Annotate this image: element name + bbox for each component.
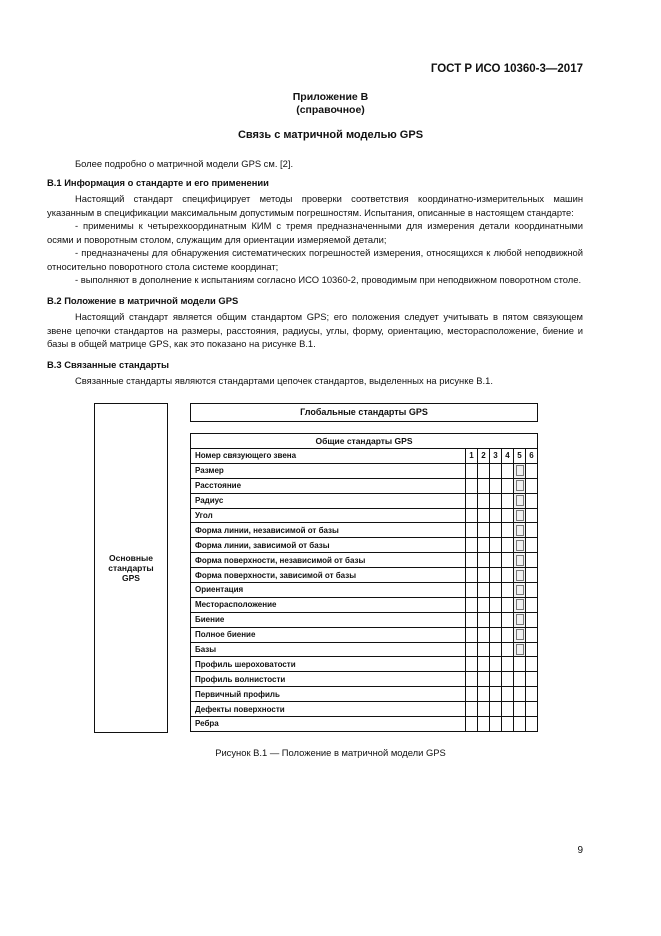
matrix-cell	[466, 478, 478, 493]
matrix-cell	[466, 612, 478, 627]
matrix-row	[191, 612, 537, 627]
link-number: 4	[502, 449, 514, 463]
highlighted-matrix-cell	[514, 642, 526, 657]
chain-label: Ориентация	[191, 583, 466, 598]
link-number: 1	[466, 449, 478, 463]
matrix-row	[191, 642, 537, 657]
matrix-cell	[478, 508, 490, 523]
link-number-header: Номер связующего звена	[191, 449, 466, 463]
matrix-cell	[502, 553, 514, 568]
highlighted-matrix-cell	[514, 538, 526, 553]
matrix-cell	[478, 553, 490, 568]
matrix-row	[191, 568, 537, 583]
matrix-cell	[502, 702, 514, 717]
matrix-cell	[490, 478, 502, 493]
annex-type: (справочное)	[296, 104, 365, 116]
section-b1-bullet: - применимы к четырехкоординатным КИМ с тремя предназначенными для измерения детали координатными осями и поворотным столом, служащим для ориентации измеряемой детали;	[47, 220, 583, 245]
matrix-cell	[514, 717, 526, 731]
matrix-cell	[526, 478, 538, 493]
matrix-cell	[502, 493, 514, 508]
matrix-header-row	[191, 449, 537, 463]
chain-label: Ребра	[191, 717, 466, 731]
matrix-cell	[478, 538, 490, 553]
matrix-row	[191, 493, 537, 508]
matrix-cell	[490, 583, 502, 598]
matrix-cell	[514, 702, 526, 717]
matrix-cell	[526, 553, 538, 568]
fundamental-standards-box	[94, 403, 168, 733]
matrix-cell	[526, 568, 538, 583]
matrix-row	[191, 463, 537, 478]
link-number: 2	[478, 449, 490, 463]
matrix-cell	[466, 642, 478, 657]
chain-label: Дефекты поверхности	[191, 702, 466, 717]
matrix-cell	[466, 717, 478, 731]
chain-label: Первичный профиль	[191, 687, 466, 702]
matrix-cell	[478, 568, 490, 583]
matrix-cell	[490, 538, 502, 553]
matrix-cell	[490, 523, 502, 538]
matrix-cell	[514, 672, 526, 687]
matrix-cell	[526, 657, 538, 672]
matrix-cell	[466, 538, 478, 553]
page-number: 9	[577, 845, 583, 856]
matrix-cell	[490, 687, 502, 702]
matrix-cell	[526, 508, 538, 523]
chain-label: Форма линии, независимой от базы	[191, 523, 466, 538]
intro-paragraph: Более подробно о матричной модели GPS см. [2].	[75, 158, 294, 169]
chain-label: Угол	[191, 508, 466, 523]
matrix-cell	[502, 538, 514, 553]
matrix-cell	[466, 672, 478, 687]
chain-label: Биение	[191, 612, 466, 627]
chain-label: Базы	[191, 642, 466, 657]
matrix-cell	[478, 493, 490, 508]
matrix-cell	[502, 508, 514, 523]
matrix-cell	[526, 493, 538, 508]
matrix-row	[191, 478, 537, 493]
section-b1-paragraph: Настоящий стандарт специфицирует методы проверки соответствия координатно-измерительных машин указанным в спецификации максимальным допустимым погрешностям. Испытания, описанные в настоящем стандарте:	[47, 193, 583, 218]
matrix-cell	[466, 508, 478, 523]
gps-matrix-figure	[94, 403, 538, 733]
matrix-row	[191, 702, 537, 717]
matrix-cell	[502, 642, 514, 657]
body-text	[47, 157, 583, 388]
matrix-cell	[526, 702, 538, 717]
link-number: 3	[490, 449, 502, 463]
matrix-cell	[466, 687, 478, 702]
matrix-cell	[478, 583, 490, 598]
annex-label: Приложение В	[292, 91, 369, 103]
matrix-row	[191, 538, 537, 553]
figure-caption: Рисунок В.1 — Положение в матричной модели GPS	[215, 747, 446, 758]
section-b3-paragraph: Связанные стандарты являются стандартами цепочек стандартов, выделенных на рисунке В.1.	[75, 375, 493, 386]
section-b1-bullet: - выполняют в дополнение к испытаниям согласно ИСО 10360-2, проводимым при неподвижном поворотном столе.	[75, 274, 582, 285]
highlighted-matrix-cell	[514, 493, 526, 508]
chain-label: Месторасположение	[191, 597, 466, 612]
matrix-cell	[490, 508, 502, 523]
chain-label: Радиус	[191, 493, 466, 508]
matrix-cell	[502, 463, 514, 478]
matrix-cell	[466, 553, 478, 568]
matrix-cell	[526, 627, 538, 642]
highlighted-matrix-cell	[514, 597, 526, 612]
link-number: 5	[514, 449, 526, 463]
matrix-cell	[526, 717, 538, 731]
matrix-cell	[490, 553, 502, 568]
chain-label: Профиль волнистости	[191, 672, 466, 687]
highlighted-matrix-cell	[514, 508, 526, 523]
matrix-row	[191, 597, 537, 612]
matrix-cell	[526, 597, 538, 612]
chain-label: Форма поверхности, зависимой от базы	[191, 568, 466, 583]
matrix-cell	[478, 523, 490, 538]
matrix-cell	[466, 568, 478, 583]
matrix-cell	[502, 672, 514, 687]
section-b2-paragraph: Настоящий стандарт является общим стандартом GPS; его положения следует учитывать в пятом связующем звене цепочки стандартов на размеры, расстояния, радиусы, углы, форму, ориентацию, месторасположение, биение и базы в общей матрице GPS, как это показано на рисунке В.1.	[47, 311, 583, 349]
highlighted-matrix-cell	[514, 627, 526, 642]
matrix-cell	[478, 478, 490, 493]
matrix-cell	[490, 568, 502, 583]
section-b2-heading: В.2 Положение в матричной модели GPS	[47, 294, 239, 306]
highlighted-matrix-cell	[514, 478, 526, 493]
matrix-cell	[490, 702, 502, 717]
matrix-cell	[466, 627, 478, 642]
matrix-cell	[466, 493, 478, 508]
matrix-row	[191, 657, 537, 672]
link-number: 6	[526, 449, 538, 463]
matrix-cell	[478, 627, 490, 642]
matrix-cell	[478, 687, 490, 702]
matrix-cell	[478, 702, 490, 717]
matrix-cell	[514, 687, 526, 702]
matrix-row	[191, 672, 537, 687]
matrix-cell	[478, 612, 490, 627]
matrix-cell	[526, 672, 538, 687]
matrix-cell	[490, 597, 502, 612]
matrix-cell	[490, 463, 502, 478]
section-b1-bullet: - предназначены для обнаружения систематических погрешностей измерения, относящихся к любой неподвижной относительно поворотного стола системе координат;	[47, 247, 583, 272]
highlighted-matrix-cell	[514, 523, 526, 538]
global-standards-box: Глобальные стандарты GPS	[190, 403, 538, 422]
matrix-cell	[502, 612, 514, 627]
general-standards-box	[190, 433, 538, 732]
highlighted-matrix-cell	[514, 583, 526, 598]
matrix-cell	[490, 672, 502, 687]
matrix-cell	[490, 612, 502, 627]
matrix-cell	[526, 538, 538, 553]
chain-label: Форма линии, зависимой от базы	[191, 538, 466, 553]
matrix-cell	[502, 687, 514, 702]
matrix-cell	[502, 627, 514, 642]
chain-label: Расстояние	[191, 478, 466, 493]
chain-label: Полное биение	[191, 627, 466, 642]
gps-matrix-table	[191, 449, 537, 731]
highlighted-matrix-cell	[514, 553, 526, 568]
section-b3-heading: В.3 Связанные стандарты	[47, 358, 170, 370]
annex-title: Связь с матричной моделью GPS	[237, 129, 424, 141]
matrix-cell	[514, 657, 526, 672]
general-standards-title: Общие стандарты GPS	[191, 434, 537, 449]
chain-label: Профиль шероховатости	[191, 657, 466, 672]
matrix-cell	[478, 597, 490, 612]
highlighted-matrix-cell	[514, 463, 526, 478]
matrix-row	[191, 508, 537, 523]
matrix-cell	[526, 583, 538, 598]
matrix-cell	[466, 657, 478, 672]
matrix-cell	[526, 523, 538, 538]
matrix-row	[191, 523, 537, 538]
matrix-row	[191, 687, 537, 702]
matrix-row	[191, 583, 537, 598]
matrix-cell	[490, 627, 502, 642]
matrix-cell	[466, 463, 478, 478]
highlighted-matrix-cell	[514, 612, 526, 627]
matrix-cell	[490, 642, 502, 657]
highlighted-matrix-cell	[514, 568, 526, 583]
section-b1-heading: В.1 Информация о стандарте и его применении	[47, 176, 269, 188]
matrix-cell	[502, 657, 514, 672]
matrix-cell	[490, 717, 502, 731]
matrix-cell	[502, 597, 514, 612]
chain-label: Форма поверхности, независимой от базы	[191, 553, 466, 568]
matrix-row	[191, 627, 537, 642]
fundamental-standards-label: Основные стандарты GPS	[108, 553, 154, 583]
matrix-cell	[526, 612, 538, 627]
chain-label: Размер	[191, 463, 466, 478]
matrix-cell	[502, 478, 514, 493]
matrix-row	[191, 553, 537, 568]
matrix-cell	[466, 583, 478, 598]
matrix-cell	[478, 717, 490, 731]
matrix-cell	[490, 657, 502, 672]
matrix-cell	[478, 657, 490, 672]
matrix-cell	[466, 597, 478, 612]
matrix-cell	[502, 717, 514, 731]
matrix-cell	[502, 583, 514, 598]
matrix-cell	[478, 672, 490, 687]
matrix-cell	[466, 702, 478, 717]
matrix-row	[191, 717, 537, 731]
matrix-cell	[526, 463, 538, 478]
matrix-cell	[502, 568, 514, 583]
matrix-cell	[526, 642, 538, 657]
matrix-cell	[478, 463, 490, 478]
matrix-cell	[466, 523, 478, 538]
matrix-cell	[502, 523, 514, 538]
matrix-cell	[478, 642, 490, 657]
matrix-cell	[490, 493, 502, 508]
matrix-cell	[526, 687, 538, 702]
document-standard-number: ГОСТ Р ИСО 10360-3—2017	[430, 63, 583, 75]
